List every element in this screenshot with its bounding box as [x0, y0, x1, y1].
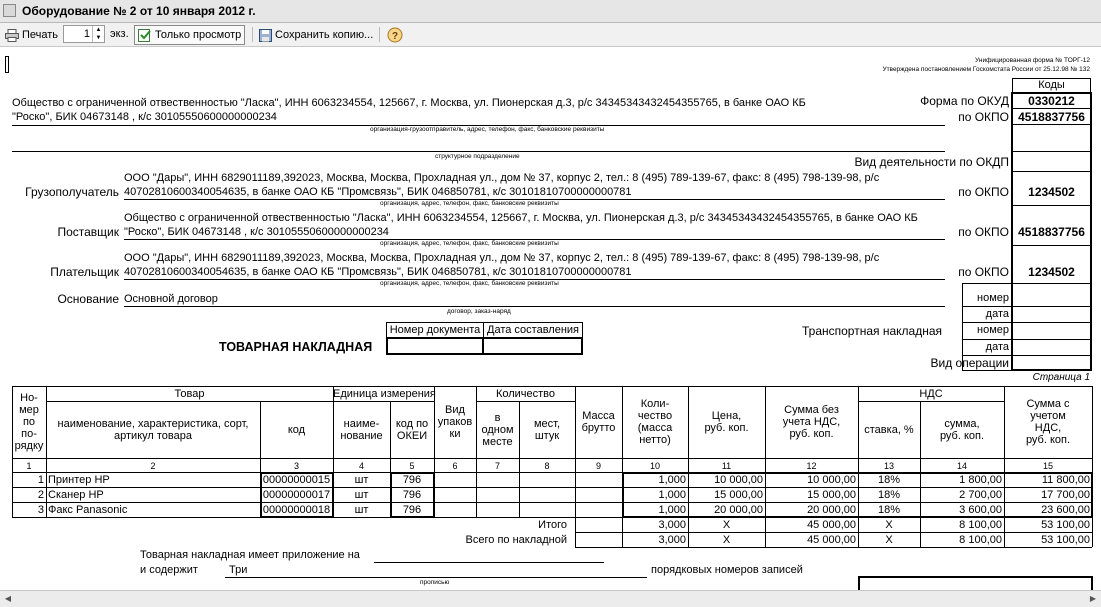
- dept-underline: [12, 151, 945, 152]
- print-label: Печать: [22, 29, 59, 41]
- header-vat-sum: сумма,: [944, 417, 980, 430]
- okei-code: 796: [402, 504, 422, 516]
- itogo-vat-sum: 8 100,00: [959, 519, 1002, 531]
- vsego-sum-no-vat: 45 000,00: [807, 534, 856, 546]
- help-button[interactable]: [383, 25, 407, 45]
- okpo-payer-label: по ОКПО: [958, 265, 1009, 279]
- product-code: 00000000018: [262, 504, 331, 516]
- vsego-vat-sum: 8 100,00: [959, 534, 1002, 546]
- row-number: 1: [37, 474, 44, 486]
- window-title: Оборудование № 2 от 10 января 2012 г.: [22, 4, 256, 18]
- document-icon: [3, 4, 16, 17]
- appendix-label: Товарная накладная имеет приложение на: [140, 549, 360, 561]
- payer-caption: организация, адрес, телефон, факс, банковские реквизиты: [380, 280, 559, 287]
- column-number: 3: [293, 461, 299, 471]
- doc-number-label: Номер документа: [389, 324, 481, 336]
- consignee-line-2: 40702810600340054635, в банке ОАО КБ "Промсвязь", БИК 046850781, к/с 30101810700000000781: [124, 186, 632, 198]
- header-qty-net: Коли-: [640, 398, 670, 410]
- column-number: 15: [1042, 461, 1053, 471]
- okpo-label: по ОКПО: [958, 110, 1009, 124]
- header-row-number: мер: [19, 404, 39, 416]
- codes-divider: [1012, 355, 1091, 356]
- header-name: артикул товара: [114, 429, 192, 442]
- price: 15 000,00: [714, 489, 763, 501]
- consignee-line-1: ООО "Дары", ИНН 6829011189,392023, Москва, Москва, Прохладная ул., дом № 37, корпус 2, тел.: 8 (495) 789-139-67, факс: 8 (495) 798-139-98, р/с: [124, 172, 880, 184]
- header-bottom-line: [12, 458, 1092, 459]
- page-label: Страница 1: [1032, 372, 1090, 383]
- quantity: 1,000: [658, 474, 686, 486]
- header-sum-with-vat: Сумма с: [1026, 398, 1070, 410]
- copies-unit: экз.: [110, 28, 129, 40]
- vat-sum: 1 800,00: [959, 474, 1002, 486]
- codes-divider: [1012, 151, 1091, 152]
- vsego-price: X: [722, 534, 731, 546]
- date-label-1: дата: [985, 308, 1009, 320]
- vat-rate: 18%: [877, 489, 901, 501]
- header-qty: Количество: [495, 387, 556, 400]
- column-number: 9: [595, 461, 601, 471]
- count-words: Три: [229, 564, 248, 576]
- basis-underline: [124, 306, 945, 307]
- payer-line-1: ООО "Дары", ИНН 6829011189,392023, Москва, Москва, Прохладная ул., дом № 37, корпус 2, тел.: 8 (495) 789-139-67, факс: 8 (495) 798-139-98, р/с: [124, 252, 880, 264]
- vat-sum: 3 600,00: [959, 504, 1002, 516]
- column-number: 13: [883, 461, 894, 471]
- codes-divider: [1012, 108, 1091, 109]
- itogo-label: Итого: [538, 519, 567, 531]
- supplier-caption: организация, адрес, телефон, факс, банковские реквизиты: [380, 240, 559, 247]
- header-price: Цена,: [711, 410, 742, 422]
- header-row-number: по-: [21, 428, 37, 440]
- header-row-number: Но-: [20, 392, 38, 404]
- product-code: 00000000015: [262, 474, 331, 486]
- vat-rate: 18%: [877, 474, 901, 486]
- header-in-one-place: месте: [482, 435, 513, 448]
- header-sum-with-vat: НДС,: [1034, 422, 1062, 434]
- header-price: руб. коп.: [704, 422, 749, 434]
- header-vat-sum: руб. коп.: [939, 429, 985, 442]
- okud-label: Форма по ОКУД: [920, 94, 1009, 108]
- dept-caption: структурное подразделение: [435, 153, 520, 160]
- itogo-sum-no-vat: 45 000,00: [807, 519, 856, 531]
- side-divider: [962, 306, 1012, 307]
- okei-code: 796: [402, 474, 422, 486]
- header-in-one-place: в: [494, 411, 501, 424]
- product-name: Сканер HP: [48, 489, 104, 501]
- doc-date-value-box: [482, 337, 583, 355]
- row-number: 2: [37, 489, 44, 501]
- header-code: код: [287, 423, 306, 436]
- sum-with-vat: 17 700,00: [1041, 489, 1090, 501]
- basis-value: Основной договор: [124, 293, 218, 305]
- count-caption: прописью: [420, 579, 450, 586]
- supplier-label: Поставщик: [57, 225, 119, 239]
- codes-divider: [1012, 245, 1091, 246]
- column-number: 4: [358, 461, 364, 471]
- scroll-right-icon[interactable]: ▶: [1089, 594, 1097, 603]
- column-number: 1: [26, 461, 32, 471]
- header-unit-name: нование: [340, 429, 383, 442]
- quantity: 1,000: [658, 504, 686, 516]
- header-okei: код по: [395, 417, 429, 430]
- vat-sub-line: [858, 401, 1004, 402]
- spin-up-icon[interactable]: ▲: [92, 26, 104, 34]
- view-only-icon: [138, 29, 152, 42]
- contains-label: и содержит: [140, 564, 198, 576]
- printer-icon: [5, 29, 19, 42]
- text-cursor: [5, 56, 9, 73]
- header-mass: Масса: [582, 410, 615, 422]
- okpo-consignee-label: по ОКПО: [958, 185, 1009, 199]
- shipper-caption: организация-грузоотправитель, адрес, телефон, факс, банковские реквизиты: [370, 126, 605, 133]
- vsego-sum-with-vat: 53 100,00: [1041, 534, 1090, 546]
- vsego-label: Всего по накладной: [465, 534, 567, 546]
- header-goods: Товар: [174, 387, 205, 400]
- product-name: Принтер HP: [48, 474, 110, 486]
- codes-divider: [1012, 322, 1091, 323]
- okpo-payer-value: 1234502: [1028, 265, 1075, 279]
- header-sum-no-vat: руб. коп.: [789, 428, 834, 440]
- itogo-sum-with-vat: 53 100,00: [1041, 519, 1090, 531]
- price: 20 000,00: [714, 504, 763, 516]
- column-number: 11: [721, 461, 732, 471]
- header-sum-with-vat: учетом: [1030, 410, 1066, 422]
- floppy-disk-icon: [259, 29, 272, 42]
- footer-box: [858, 576, 1093, 590]
- goods-sub-line: [46, 401, 333, 402]
- vat-sum: 2 700,00: [959, 489, 1002, 501]
- itogo-bottom-line: [575, 532, 1092, 533]
- okdp-label: Вид деятельности по ОКДП: [854, 155, 1009, 169]
- side-divider: [962, 339, 1012, 340]
- sum-no-vat: 20 000,00: [807, 504, 856, 516]
- document-view[interactable]: [0, 47, 1101, 590]
- header-places: мест,: [533, 417, 561, 430]
- column-number: 5: [409, 461, 415, 471]
- doc-number-value-box: [386, 337, 484, 355]
- vsego-quantity: 3,000: [658, 534, 686, 546]
- vsego-vat-rate: X: [885, 534, 893, 546]
- itogo-quantity: 3,000: [658, 519, 686, 531]
- help-glyph: ?: [391, 31, 399, 43]
- header-unit-name: наиме-: [343, 417, 380, 430]
- doc-title: ТОВАРНАЯ НАКЛАДНАЯ: [219, 340, 373, 354]
- header-qty-net: нетто): [639, 434, 671, 446]
- column-number: 14: [956, 461, 967, 471]
- codes-divider: [1012, 339, 1091, 340]
- toolbar-separator: [252, 27, 253, 42]
- operation-label: Вид операции: [930, 356, 1009, 370]
- column-number: 7: [494, 461, 500, 471]
- sum-no-vat: 10 000,00: [807, 474, 856, 486]
- column-number: 12: [806, 461, 817, 471]
- codes-divider: [1012, 283, 1091, 284]
- price: 10 000,00: [714, 474, 763, 486]
- copies-input[interactable]: [64, 26, 92, 42]
- sum-with-vat: 23 600,00: [1041, 504, 1090, 516]
- column-number: 2: [150, 461, 156, 471]
- copies-stepper[interactable]: [63, 25, 105, 43]
- column-number: 6: [452, 461, 458, 471]
- header-vat: НДС: [919, 387, 943, 400]
- print-button[interactable]: [1, 25, 62, 45]
- header-pack: Вид: [445, 404, 465, 416]
- quantity: 1,000: [658, 489, 686, 501]
- product-code: 00000000017: [262, 489, 331, 501]
- table-vline: [46, 386, 47, 517]
- unit-name: шт: [354, 474, 369, 486]
- codes-divider: [1012, 306, 1091, 307]
- doc-date-label: Дата составления: [487, 324, 579, 336]
- header-pack: ки: [449, 428, 461, 440]
- sum-with-vat: 11 800,00: [1041, 474, 1090, 486]
- shipper-line-1: Общество с ограниченной отвественностью "Ласка", ИНН 6063234554, 125667, г. Москва, ул. Пионерская д.3, р/с 34345343432454355765, в банке ОАО КБ: [12, 97, 806, 109]
- unit-name: шт: [354, 489, 369, 501]
- row-number: 3: [37, 504, 44, 516]
- number-label-2: номер: [977, 324, 1009, 336]
- shipper-line-2: "Роско", БИК 04673148 , к/с 30105550600000000234: [12, 111, 277, 123]
- unified-form-caption: Унифицированная форма № ТОРГ-12: [975, 57, 1090, 64]
- okud-value: 0330212: [1028, 94, 1075, 108]
- qty-sub-line: [476, 401, 575, 402]
- header-in-one-place: одном: [481, 423, 514, 436]
- date-label-2: дата: [985, 341, 1009, 353]
- header-sum-no-vat: учета НДС,: [782, 416, 841, 428]
- transport-label: Транспортная накладная: [801, 324, 942, 338]
- view-only-label: Только просмотр: [155, 29, 242, 41]
- appendix-underline: [374, 562, 604, 563]
- payer-label: Плательщик: [50, 265, 119, 279]
- count-underline: [225, 577, 647, 578]
- vsego-bottom-line: [575, 547, 1092, 548]
- view-only-button[interactable]: [134, 25, 245, 45]
- header-okei: ОКЕИ: [396, 429, 428, 442]
- header-places: штук: [534, 429, 560, 442]
- horizontal-scrollbar[interactable]: [0, 590, 1101, 607]
- table-vline: [476, 386, 477, 517]
- codes-divider: [1012, 124, 1091, 125]
- header-sum-with-vat: руб. коп.: [1025, 434, 1071, 446]
- supplier-line-1: Общество с ограниченной отвественностью "Ласка", ИНН 6063234554, 125667, г. Москва, ул. Пионерская д.3, р/с 34345343432454355765, в банке ОАО КБ: [124, 212, 918, 224]
- save-copy-button[interactable]: [255, 25, 377, 45]
- records-label: порядковых номеров записей: [651, 564, 803, 576]
- consignee-label: Грузополучатель: [25, 185, 119, 199]
- header-row-number: по: [22, 416, 36, 428]
- header-vat-rate: ставка, %: [864, 423, 914, 436]
- okpo-consignee-value: 1234502: [1028, 185, 1075, 199]
- toolbar-separator: [379, 27, 380, 42]
- save-copy-label: Сохранить копию...: [275, 29, 374, 41]
- itogo-vat-rate: X: [885, 519, 893, 531]
- scroll-left-icon[interactable]: ◀: [4, 594, 12, 603]
- header-name: наименование, характеристика, сорт,: [57, 417, 249, 430]
- okpo-supplier-label: по ОКПО: [958, 225, 1009, 239]
- approved-caption: Утверждена постановлением Госкомстата России от 25.12.98 № 132: [882, 66, 1090, 73]
- header-qty-net: (масса: [637, 422, 673, 434]
- okpo-shipper-value: 4518837756: [1018, 110, 1085, 124]
- column-number: 10: [649, 461, 660, 471]
- unit-name: шт: [354, 504, 369, 516]
- header-qty-net: чество: [637, 410, 673, 422]
- sum-no-vat: 15 000,00: [807, 489, 856, 501]
- itogo-price: X: [722, 519, 731, 531]
- number-label-1: номер: [977, 292, 1009, 304]
- table-vline: [1092, 386, 1093, 547]
- supplier-line-2: "Роско", БИК 04673148 , к/с 30105550600000000234: [124, 226, 389, 238]
- product-name: Факс Panasonic: [48, 504, 128, 516]
- okei-code: 796: [402, 489, 422, 501]
- header-unit: Единица измерения: [333, 387, 436, 400]
- codes-label: Коды: [1038, 79, 1065, 91]
- okpo-supplier-value: 4518837756: [1018, 225, 1085, 239]
- window-titlebar: [0, 0, 1101, 23]
- header-row-number: рядку: [14, 440, 44, 452]
- payer-line-2: 40702810600340054635, в банке ОАО КБ "Промсвязь", БИК 046850781, к/с 30101810700000000781: [124, 266, 632, 278]
- codes-divider: [1012, 205, 1091, 206]
- basis-label: Основание: [57, 292, 119, 306]
- codes-divider: [1012, 171, 1091, 172]
- basis-caption: договор, заказ-наряд: [447, 308, 511, 315]
- side-divider: [962, 322, 1012, 323]
- header-pack: упаков: [437, 416, 473, 428]
- help-icon: [387, 27, 403, 43]
- header-mass: брутто: [581, 422, 616, 434]
- spin-down-icon[interactable]: ▼: [92, 34, 104, 42]
- unit-sub-line: [333, 401, 434, 402]
- consignee-caption: организация, адрес, телефон, факс, банковские реквизиты: [380, 200, 559, 207]
- header-sum-no-vat: Сумма без: [784, 404, 839, 416]
- vat-rate: 18%: [877, 504, 901, 516]
- column-number: 8: [544, 461, 550, 471]
- toolbar: [0, 23, 1101, 47]
